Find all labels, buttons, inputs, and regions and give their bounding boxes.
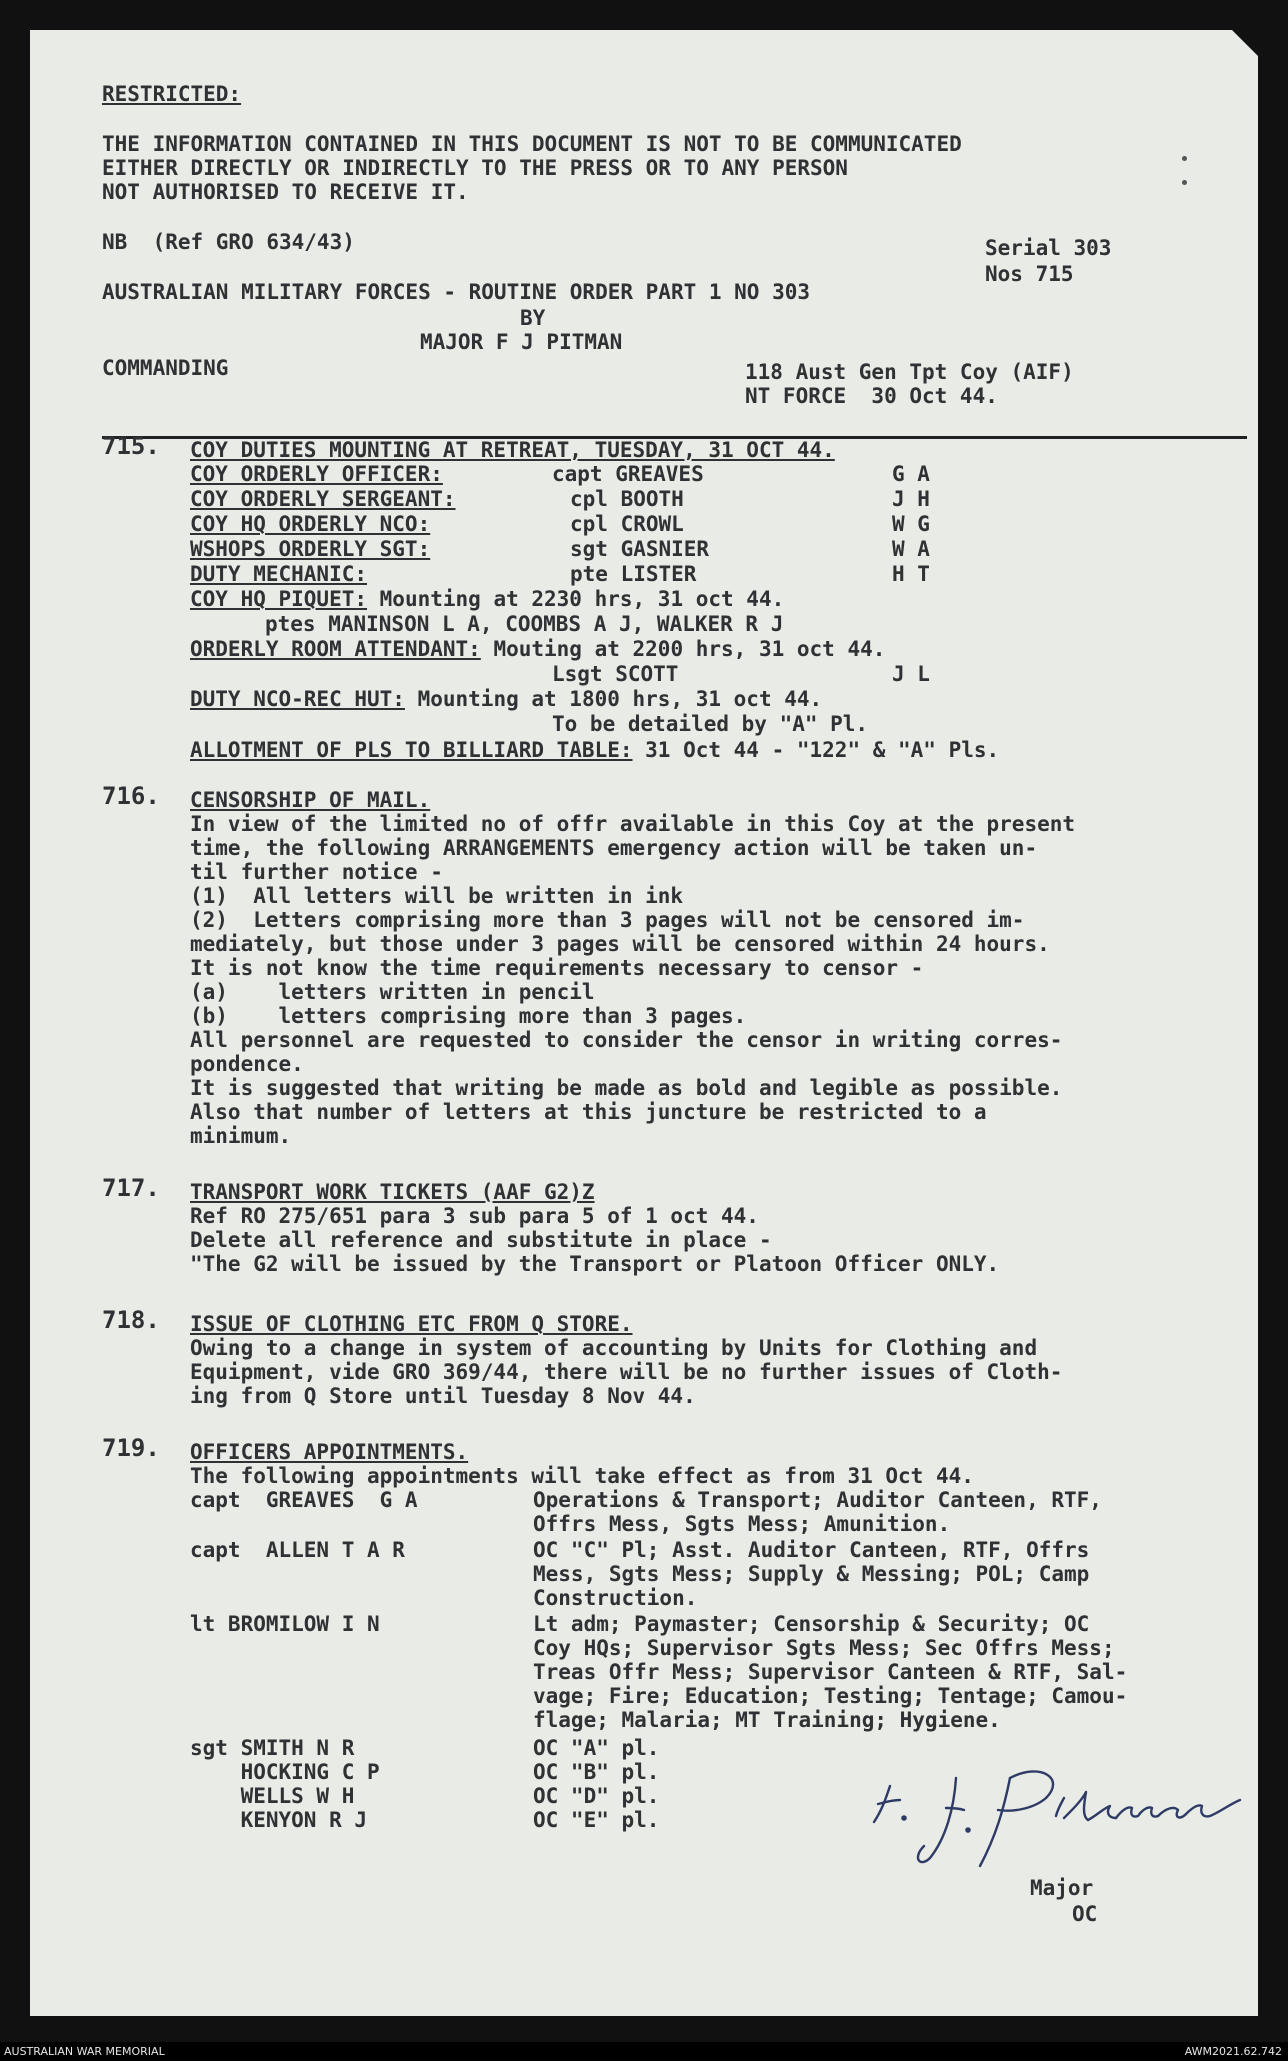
body-line: ing from Q Store until Tuesday 8 Nov 44. [190, 1384, 696, 1408]
duty-initials: W A [892, 537, 930, 561]
duty-nco-line [190, 687, 822, 712]
appointment-duty: Mess, Sgts Mess; Supply & Messing; POL; Camp [533, 1562, 1090, 1586]
orderly-role: ORDERLY ROOM ATTENDANT: [190, 637, 481, 661]
billiard-detail: 31 Oct 44 - "122" & "A" Pls. [632, 738, 1000, 762]
duty-name: cpl BOOTH [570, 487, 684, 511]
duty-role: COY ORDERLY OFFICER: [190, 462, 443, 486]
picquet-role: COY HQ PIQUET: [190, 587, 368, 611]
section-heading: TRANSPORT WORK TICKETS (AAF G2)Z [190, 1180, 595, 1204]
folded-corner [1232, 30, 1258, 56]
billiard-line [190, 738, 999, 763]
archive-name: AUSTRALIAN WAR MEMORIAL [4, 2045, 165, 2058]
body-line: It is not know the time requirements necessary to censor - [190, 956, 924, 980]
orderly-room-line [190, 637, 885, 662]
appointment-duty: Treas Offr Mess; Supervisor Canteen & RTF, Sal- [533, 1660, 1128, 1684]
archive-reference: AWM2021.62.742 [1184, 2045, 1282, 2058]
orderly-time: Mouting at 2200 hrs, 31 oct 44. [480, 637, 886, 661]
appointment-duty: OC "D" pl. [533, 1784, 660, 1808]
body-line: Ref RO 275/651 para 3 sub para 5 of 1 oct 44. [190, 1204, 759, 1228]
commanding-label: COMMANDING [102, 356, 229, 380]
duty-role: WSHOPS ORDERLY SGT: [190, 537, 431, 561]
duty-name: sgt GASNIER [570, 537, 710, 561]
punch-mark [1182, 156, 1187, 161]
duty-nco-role: DUTY NCO-REC HUT: [190, 687, 405, 711]
appointment-duty: Coy HQs; Supervisor Sgts Mess; Sec Offrs Mess; [533, 1636, 1115, 1660]
section-number: 717. [102, 1174, 160, 1202]
restricted-label: RESTRICTED: [102, 82, 242, 106]
body-line: Owing to a change in system of accounting by Units for Clothing and [190, 1336, 1038, 1360]
duty-initials: W G [892, 512, 930, 536]
appointee-name: lt BROMILOW I N [190, 1612, 380, 1636]
appointee-name: capt ALLEN T A R [190, 1538, 405, 1562]
body-line: (a) letters written in pencil [190, 980, 595, 1004]
body-line: Equipment, vide GRO 369/44, there will be no further issues of Cloth- [190, 1360, 1063, 1384]
duty-initials: J H [892, 487, 930, 511]
appointment-duty: vage; Fire; Education; Testing; Tentage; Camou- [533, 1684, 1128, 1708]
duty-nco-detail: To be detailed by "A" Pl. [552, 712, 869, 736]
nos-number: Nos 715 [985, 262, 1074, 286]
punch-mark [1182, 180, 1187, 185]
duty-nco-time: Mounting at 1800 hrs, 31 oct 44. [404, 687, 823, 711]
appointment-duty: Offrs Mess, Sgts Mess; Amunition. [533, 1512, 951, 1536]
billiard-role: ALLOTMENT OF PLS TO BILLIARD TABLE: [190, 738, 633, 762]
appointment-duty: Lt adm; Paymaster; Censorship & Security; OC [533, 1612, 1090, 1636]
duty-name: cpl CROWL [570, 512, 684, 536]
duty-initials: H T [892, 562, 930, 586]
duty-role: COY HQ ORDERLY NCO: [190, 512, 431, 536]
appointment-duty: OC "C" Pl; Asst. Auditor Canteen, RTF, Offrs [533, 1538, 1090, 1562]
section-heading: ISSUE OF CLOTHING ETC FROM Q STORE. [190, 1312, 633, 1336]
body-line: (1) All letters will be written in ink [190, 884, 684, 908]
duty-name: pte LISTER [570, 562, 697, 586]
appointment-duty: OC "E" pl. [533, 1808, 660, 1832]
duty-role: COY ORDERLY SERGEANT: [190, 487, 456, 511]
handwritten-signature [860, 1738, 1258, 1888]
duty-initials: G A [892, 462, 930, 486]
notice-line: NOT AUTHORISED TO RECEIVE IT. [102, 180, 469, 204]
appointee-name: KENYON R J [190, 1808, 368, 1832]
commander-name: MAJOR F J PITMAN [420, 330, 623, 354]
section-number: 715. [102, 432, 160, 460]
section-number: 716. [102, 782, 160, 810]
appointment-duty: Operations & Transport; Auditor Canteen, RTF, [533, 1488, 1102, 1512]
picquet-personnel: ptes MANINSON L A, COOMBS A J, WALKER R J [265, 612, 784, 636]
body-line: In view of the limited no of offr available in this Coy at the present [190, 812, 1076, 836]
signatory-role: OC [1072, 1902, 1098, 1926]
appointment-duty: Construction. [533, 1586, 698, 1610]
notice-line: THE INFORMATION CONTAINED IN THIS DOCUMENT IS NOT TO BE COMMUNICATED [102, 132, 962, 156]
section-heading: OFFICERS APPOINTMENTS. [190, 1440, 469, 1464]
orderly-initials: J L [892, 662, 930, 686]
appointment-duty: OC "A" pl. [533, 1736, 660, 1760]
order-title: AUSTRALIAN MILITARY FORCES - ROUTINE ORDER PART 1 NO 303 [102, 280, 811, 304]
body-line: The following appointments will take effect as from 31 Oct 44. [190, 1464, 974, 1488]
notice-line: EITHER DIRECTLY OR INDIRECTLY TO THE PRESS OR TO ANY PERSON [102, 156, 848, 180]
document-page [30, 30, 1258, 2016]
by-label: BY [520, 306, 546, 330]
unit-name: 118 Aust Gen Tpt Coy (AIF) [745, 360, 1074, 384]
picquet-time: Mounting at 2230 hrs, 31 oct 44. [367, 587, 785, 611]
body-line: mediately, but those under 3 pages will be censored within 24 hours. [190, 932, 1050, 956]
picquet-line [190, 587, 784, 612]
appointment-duty: OC "B" pl. [533, 1760, 660, 1784]
body-line: Delete all reference and substitute in place - [190, 1228, 772, 1252]
section-number: 719. [102, 1434, 160, 1462]
body-line: Also that number of letters at this juncture be restricted to a [190, 1100, 987, 1124]
appointee-name: WELLS W H [190, 1784, 355, 1808]
section-heading: COY DUTIES MOUNTING AT RETREAT, TUESDAY, 31 OCT 44. [190, 438, 835, 462]
duty-role: DUTY MECHANIC: [190, 562, 368, 586]
serial-number: Serial 303 [985, 236, 1112, 260]
appointee-name: HOCKING C P [190, 1760, 380, 1784]
force-date: NT FORCE 30 Oct 44. [745, 384, 998, 408]
appointee-name: capt GREAVES G A [190, 1488, 418, 1512]
body-line: It is suggested that writing be made as bold and legible as possible. [190, 1076, 1063, 1100]
section-heading: CENSORSHIP OF MAIL. [190, 788, 431, 812]
appointee-name: sgt SMITH N R [190, 1736, 355, 1760]
body-line: til further notice - [190, 860, 443, 884]
orderly-name: Lsgt SCOTT [552, 662, 679, 686]
archive-footer [0, 2042, 1288, 2061]
body-line: minimum. [190, 1124, 292, 1148]
body-line: (b) letters comprising more than 3 pages. [190, 1004, 747, 1028]
body-line: pondence. [190, 1052, 304, 1076]
duty-name: capt GREAVES [552, 462, 704, 486]
body-line: "The G2 will be issued by the Transport or Platoon Officer ONLY. [190, 1252, 1000, 1276]
signatory-rank: Major [1030, 1876, 1094, 1900]
section-number: 718. [102, 1306, 160, 1334]
nb-reference: NB (Ref GRO 634/43) [102, 230, 355, 254]
body-line: (2) Letters comprising more than 3 pages will not be censored im- [190, 908, 1025, 932]
appointment-duty: flage; Malaria; MT Training; Hygiene. [533, 1708, 1001, 1732]
body-line: All personnel are requested to consider the censor in writing corres- [190, 1028, 1063, 1052]
body-line: time, the following ARRANGEMENTS emergency action will be taken un- [190, 836, 1038, 860]
